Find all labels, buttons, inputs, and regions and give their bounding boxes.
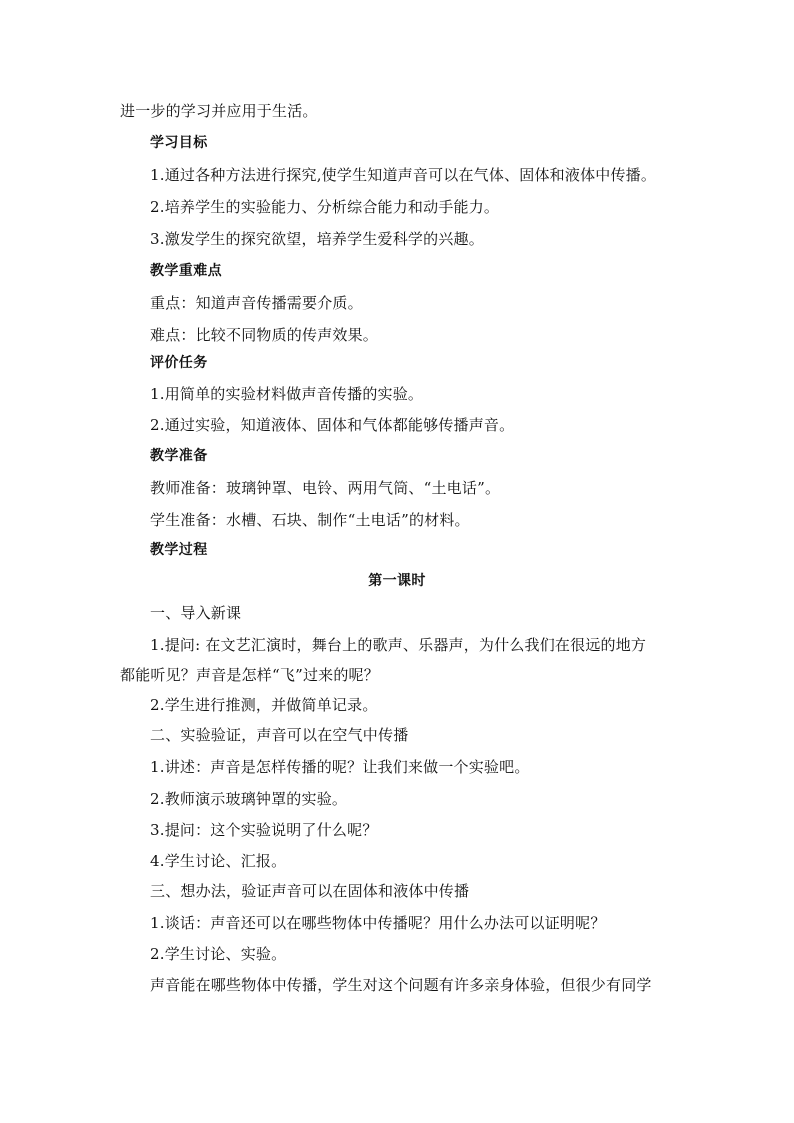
part-heading-solid-liquid: 三、想办法，验证声音可以在固体和液体中传播 bbox=[150, 882, 470, 900]
introduction-question-line-1: 1.提问: 在文艺汇演时，舞台上的歌声、乐器声，为什么我们在很远的地方 bbox=[150, 636, 647, 654]
closing-paragraph-line: 声音能在哪些物体中传播，学生对这个问题有许多亲身体验，但很少有同学 bbox=[150, 976, 652, 994]
part-heading-air-experiment: 二、实验验证，声音可以在空气中传播 bbox=[150, 726, 409, 744]
learning-goal-2: 2.培养学生的实验能力、分析综合能力和动手能力。 bbox=[150, 198, 500, 216]
paragraph-continuation: 进一步的学习并应用于生活。 bbox=[120, 102, 318, 120]
section-heading-teaching-process: 教学过程 bbox=[150, 542, 208, 558]
student-preparation: 学生准备：水槽、石块、制作“土电话”的材料。 bbox=[150, 511, 470, 529]
teacher-preparation: 教师准备：玻璃钟罩、电铃、两用气筒、“土电话”。 bbox=[150, 479, 501, 497]
air-step-1: 1.讲述：声音是怎样传播的呢？让我们来做一个实验吧。 bbox=[150, 758, 530, 776]
section-heading-key-points: 教学重难点 bbox=[150, 263, 222, 279]
evaluation-task-1: 1.用简单的实验材料做声音传播的实验。 bbox=[150, 385, 424, 403]
introduction-question-line-2: 都能听见？声音是怎样“飞”过来的呢？ bbox=[120, 666, 379, 684]
solid-liquid-step-1: 1.谈话：声音还可以在哪些物体中传播呢？用什么办法可以证明呢？ bbox=[150, 914, 606, 932]
part-heading-introduction: 一、导入新课 bbox=[150, 604, 242, 622]
introduction-step-2: 2.学生进行推测，并做简单记录。 bbox=[150, 696, 378, 714]
air-step-2: 2.教师演示玻璃钟罩的实验。 bbox=[150, 790, 348, 808]
solid-liquid-step-2: 2.学生讨论、实验。 bbox=[150, 945, 287, 963]
section-heading-preparation: 教学准备 bbox=[150, 448, 208, 464]
air-step-3: 3.提问：这个实验说明了什么呢？ bbox=[150, 821, 378, 839]
lesson-title: 第一课时 bbox=[368, 573, 426, 589]
difficult-point: 难点：比较不同物质的传声效果。 bbox=[150, 326, 379, 344]
section-heading-learning-goals: 学习目标 bbox=[150, 135, 208, 151]
key-point: 重点：知道声音传播需要介质。 bbox=[150, 294, 363, 312]
learning-goal-1: 1.通过各种方法进行探究,使学生知道声音可以在气体、固体和液体中传播。 bbox=[150, 166, 657, 184]
learning-goal-3: 3.激发学生的探究欲望，培养学生爱科学的兴趣。 bbox=[150, 230, 484, 248]
section-heading-evaluation: 评价任务 bbox=[150, 355, 208, 371]
evaluation-task-2: 2.通过实验，知道液体、固体和气体都能够传播声音。 bbox=[150, 416, 515, 434]
air-step-4: 4.学生讨论、汇报。 bbox=[150, 852, 287, 870]
